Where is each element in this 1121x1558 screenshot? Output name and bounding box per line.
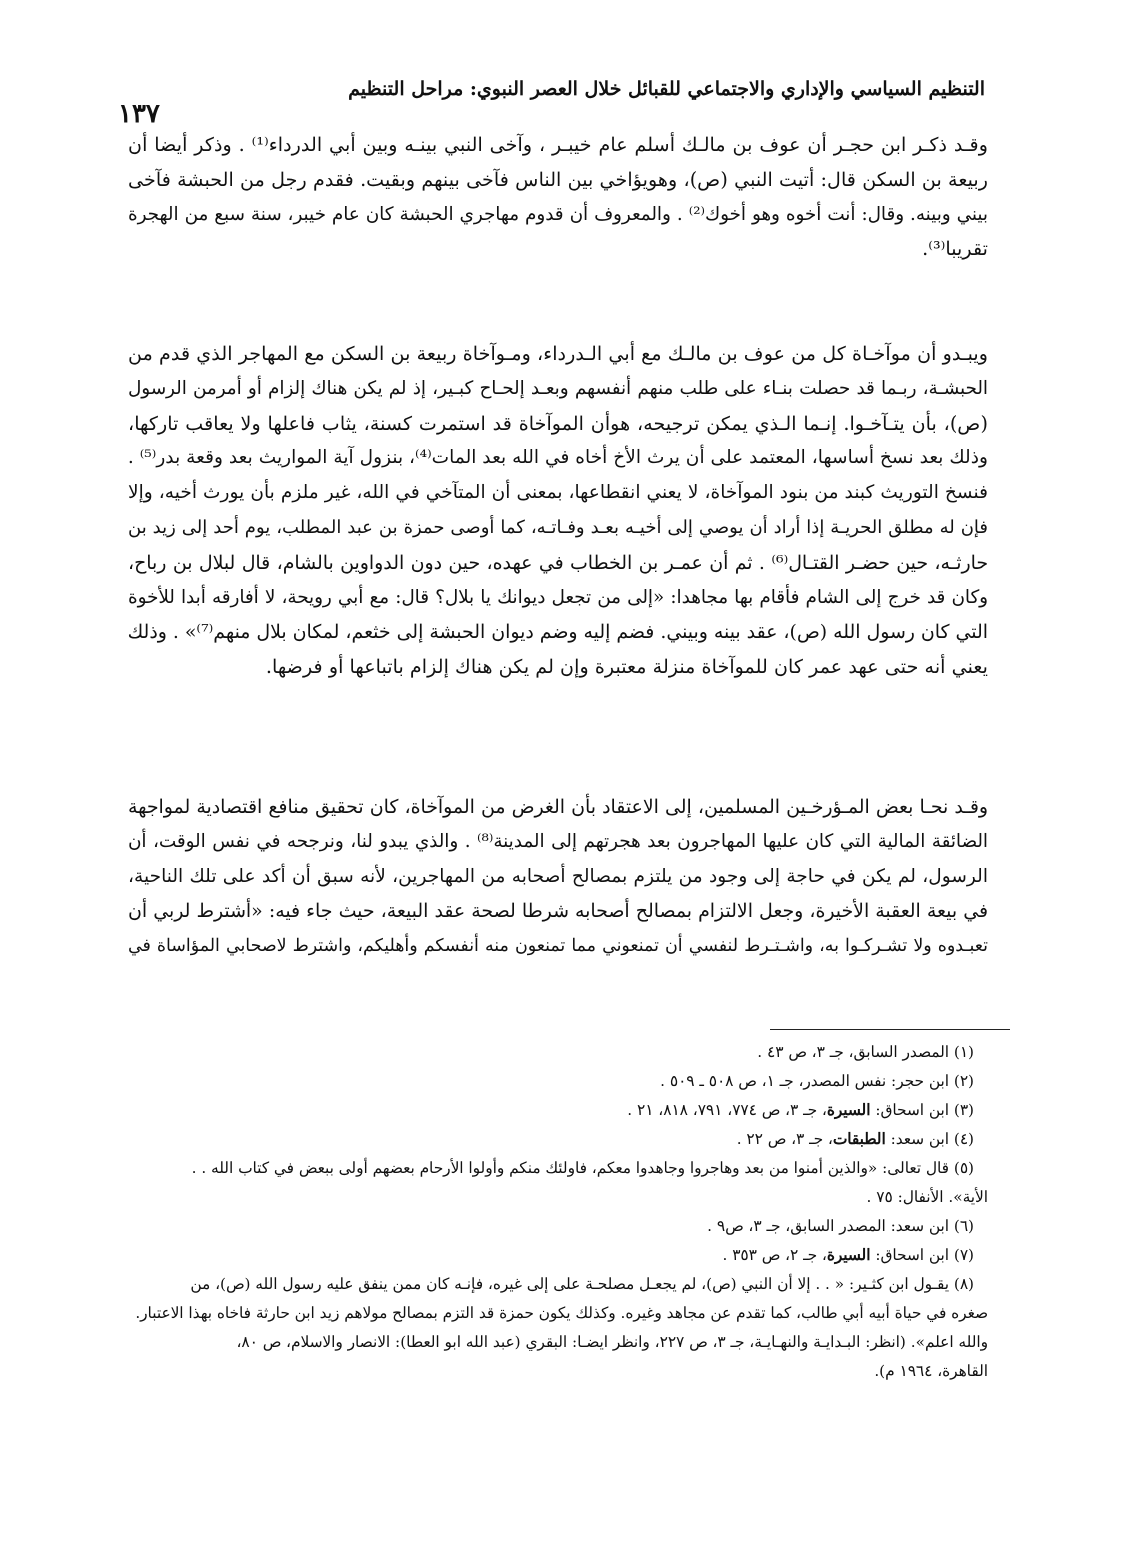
- footnote-8-continued: صغره في حياة أبيه أبي طالب، كما تقدم عن مجاهد وغيره. وكذلك يكون حمزة قد التزم بمصالح مولاهم زيد ابن حارثة فاخاه بهذا الاعتبار.: [135, 1304, 988, 1322]
- paragraph-1: [128, 128, 988, 267]
- footnote-prefix: (٧) ابن اسحاق:: [870, 1246, 974, 1264]
- paragraph-line: في بيعة العقبة الأخيرة، وجعل الالتزام بمصالح أصحابه شرطا لصحة عقد البيعة، حيث جاء فيه: «أشترط لربي أن: [128, 900, 988, 923]
- paragraph-line: ويبـدو أن موآخـاة كل من عوف بن مالـك مع أبي الـدرداء، ومـوآخاة ربيعة بن السكن مع المهاجر الذي قدم من: [128, 342, 988, 365]
- footnote-3: [128, 1096, 988, 1125]
- footnote-prefix: (٣) ابن اسحاق:: [870, 1101, 974, 1119]
- paragraph-line: فإن له مطلق الحريـة إذا أراد أن يوصي إلى أخيـه بعـد وفـاتـه، كما أوصى حمزة بن عبد المطلب، يوم أحد إلى زيد بن: [128, 516, 988, 538]
- paragraph-line: تعبـدوه ولا تشـركـوا به، واشـتـرط لنفسي أن تمنعوني مما تمنعون منه أنفسكم وأهليكم، واشترط لاصحابي المؤاساة في: [128, 936, 988, 957]
- paragraph-3: [128, 790, 988, 964]
- footnote-1: (١) المصدر السابق، جـ ٣، ص ٤٣ .: [757, 1043, 974, 1061]
- paragraph-line: يعني أنه حتى عهد عمر كان للموآخاة منزلة معتبرة وإن لم يكن هناك إلزام باتباعها أو فرضها.: [265, 655, 988, 679]
- footnote-7: [128, 1241, 988, 1270]
- footnotes: [128, 1038, 988, 1386]
- footnote-5-continued: الأية». الأنفال: ٧٥ .: [866, 1188, 988, 1206]
- paragraph-line: وكان قد خرج إلى الشام فأقام بها مجاهدا: «إلى من تجعل ديوانك يا بلال؟ قال: مع أبي رويحة، لا أفارقه أبدا للأخوة: [128, 586, 988, 608]
- paragraph-line: التي كان رسول الله (ص)، عقد بينه وبيني. فضم إليه وضم ديوان الحبشة إلى خثعم، لمكان بلال منهم⁽⁷⁾» . وذلك: [127, 621, 988, 644]
- paragraph-line: وذلك بعد نسخ أساسها، المعتمد على أن يرث الأخ أخاه في الله بعد المات⁽⁴⁾، بنزول آية المواريث بعد وقعة بدر⁽⁵⁾ .: [127, 447, 988, 469]
- footnote-rest: ، جـ ٣، ص ٧٧٤، ٧٩١، ٨١٨، ٢١ .: [627, 1101, 827, 1119]
- footnote-source-title: السيرة: [826, 1246, 871, 1264]
- footnote-2: (٢) ابن حجر: نفس المصدر، جـ ١، ص ٥٠٨ ـ ٥٠٩ .: [660, 1072, 974, 1090]
- page-number: ١٣٧: [118, 99, 160, 129]
- paragraph-line: وقـد ذكـر ابن حجـر أن عوف بن مالـك أسلم عام خيبـر ، وآخى النبي بينـه وبين أبي الدرداء⁽¹⁾ . وذكر أيضا أن: [128, 133, 988, 156]
- paragraph-2: [128, 337, 988, 685]
- footnote-divider: [770, 1029, 1010, 1030]
- paragraph-line: حارثـه، حين حضـر القتـال⁽⁶⁾ . ثم أن عمـر بن الخطاب في عهده، حين دون الدواوين بالشام، قال لبلال بن رباح،: [128, 551, 989, 574]
- footnote-source-title: الطبقات: [832, 1130, 886, 1148]
- paragraph-line: الحبشـة، ربـما قد حصلت بنـاء على طلب منهم أنفسهم وبعـد إلحـاح كبـير، إذ لم يكن هناك إلزام أو أمرمن الرسول: [128, 377, 988, 399]
- footnote-8-continued: والله اعلم». (انظر: البـدايـة والنهـايـة، جـ ٣، ص ٢٢٧، وانظر ايضـا: البقري (عبد الله ابو العطا): الانصار والاسلام، ص ٨٠،: [236, 1333, 988, 1351]
- footnote-source-title: السيرة: [826, 1101, 871, 1119]
- footnote-prefix: (٤) ابن سعد:: [885, 1130, 974, 1148]
- running-header: التنظيم السياسي والإداري والاجتماعي للقبائل خلال العصر النبوي: مراحل التنظيم: [348, 78, 985, 100]
- footnote-rest: ، جـ ٢، ص ٣٥٣ .: [722, 1246, 827, 1264]
- paragraph-line: ربيعة بن السكن قال: أتيت النبي (ص)، وهويؤاخي بين الناس فآخى بينهم وبقيت. فقدم رجل من الحبشة فآخى: [128, 167, 988, 191]
- paragraph-line: الرسول، لم يكن في حاجة إلى وجود من يلتزم بمصالح أصحابه من المهاجرين، لأنه سبق أن أكد على تلك الناحية،: [128, 865, 988, 887]
- footnote-rest: ، جـ ٣، ص ٢٢ .: [736, 1130, 833, 1148]
- paragraph-line: الضائقة المالية التي كان عليها المهاجرون بعد هجرتهم إلى المدينة⁽⁸⁾ . والذي يبدو لنا، ونرجحه في نفس الوقت، أن: [128, 830, 989, 852]
- footnote-8: (٨) يقـول ابن كثـير: « . . إلا أن النبي (ص)، لم يجعـل مصلحـة على إلى غيره، فإنـه كان ممن ينفق عليه رسول الله (ص)، من: [190, 1275, 974, 1293]
- footnote-6: (٦) ابن سعد: المصدر السابق، جـ ٣، ص٩ .: [707, 1217, 974, 1235]
- paragraph-line: (ص)، بأن يتـآخـوا. إنـما الـذي يمكن ترجيحه، هوأن الموآخاة قد استمرت كسنة، يثاب فاعلها ولا يعاقب تاركها،: [128, 411, 988, 435]
- footnote-4: [128, 1125, 988, 1154]
- footnote-5: (٥) قال تعالى: «والذين أمنوا من بعد وهاجروا وجاهدوا معكم، فاولئك منكم وأولوا الأرحام بعضهم أولى ببعض في كتاب الله . .: [191, 1159, 974, 1177]
- paragraph-line: تقريبا⁽³⁾.: [922, 237, 988, 261]
- footnote-8-continued: القاهرة، ١٩٦٤ م).: [874, 1362, 988, 1380]
- paragraph-line: وقـد نحـا بعض المـؤرخـين المسلمين، إلى الاعتقاد بأن الغرض من الموآخاة، كان تحقيق منافع اقتصادية لمواجهة: [128, 796, 988, 818]
- paragraph-line: فنسخ التوريث كبند من بنود الموآخاة، لا يعني انقطاعها، بمعنى أن المتآخي في الله، غير ملزم بأن يورث أخيه، وإلا: [128, 482, 988, 504]
- paragraph-line: بيني وبينه. وقال: أنت أخوه وهو أخوك⁽²⁾ . والمعروف أن قدوم مهاجري الحبشة كان عام خيبر، سنة سبع من الهجرة: [128, 203, 988, 225]
